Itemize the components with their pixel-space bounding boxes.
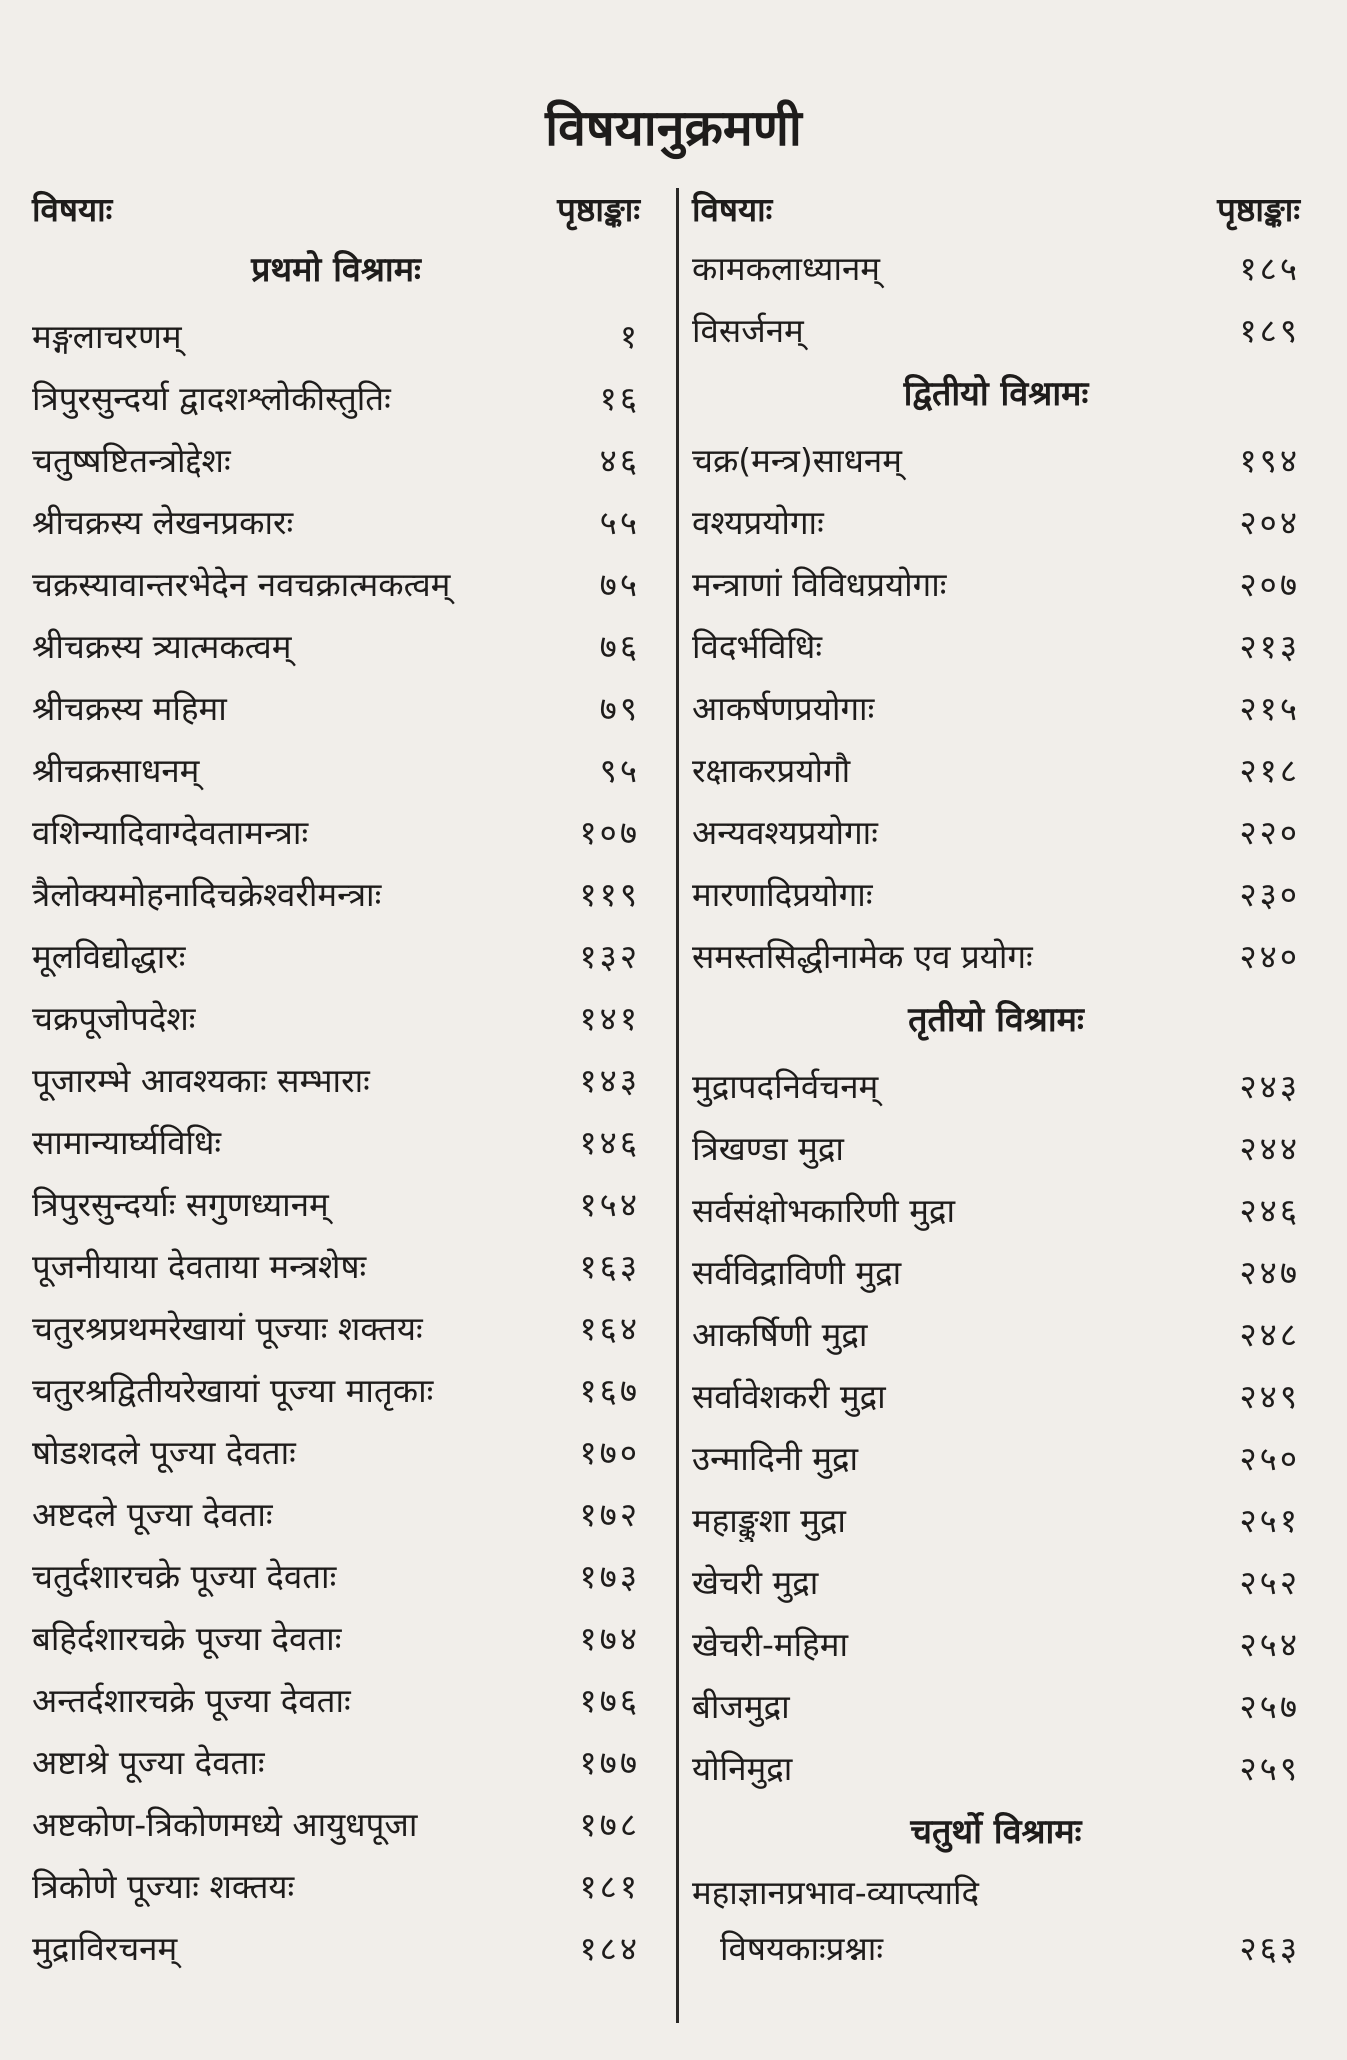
toc-entry	[32, 676, 640, 738]
entry-title: चक्रस्यावान्तरभेदेन नवचक्रात्मकत्वम्	[32, 564, 451, 604]
entry-title: त्रिपुरसुन्दर्या द्वादशश्लोकीस्तुतिः	[32, 378, 391, 418]
entry-title: चतुरश्रद्वितीयरेखायां पूज्या मातृकाः	[32, 1370, 434, 1410]
entry-page-number: २५४	[1239, 1624, 1300, 1664]
entry-page-number: ७९	[599, 688, 640, 728]
entry-title: चक्र(मन्त्र)साधनम्	[692, 440, 902, 480]
entry-page-number: १७०	[579, 1432, 640, 1472]
column-divider	[676, 188, 679, 2023]
entry-title: चतुर्दशारचक्रे पूज्या देवताः	[32, 1556, 337, 1596]
entry-page-number: २५७	[1239, 1686, 1300, 1726]
toc-entry	[32, 1172, 640, 1234]
toc-entry	[32, 428, 640, 490]
entry-title: अन्तर्दशारचक्रे पूज्या देवताः	[32, 1680, 351, 1720]
toc-entry	[692, 1550, 1300, 1612]
entry-title: मन्त्राणां विविधप्रयोगाः	[692, 564, 947, 604]
toc-entry	[692, 1426, 1300, 1488]
entry-title: रक्षाकरप्रयोगौ	[692, 750, 851, 790]
toc-entry	[692, 676, 1300, 738]
toc-entry	[32, 1792, 640, 1854]
entry-page-number: २१३	[1239, 626, 1300, 666]
entry-title: मारणादिप्रयोगाः	[692, 874, 873, 914]
entry-page-number: २६३	[1239, 1928, 1300, 1968]
section-heading-3: तृतीयो विश्रामः	[908, 1000, 1084, 1040]
toc-entry	[32, 924, 640, 986]
entry-page-number: २२०	[1239, 812, 1300, 852]
entry-page-number: १६	[599, 378, 640, 418]
entry-title: मूलविद्योद्धारः	[32, 936, 186, 976]
entry-title: योनिमुद्रा	[692, 1748, 793, 1788]
entry-page-number: १०७	[579, 812, 640, 852]
entry-page-number: २३०	[1239, 874, 1300, 914]
entry-title: वश्यप्रयोगाः	[692, 502, 824, 542]
entry-title: आकर्षणप्रयोगाः	[692, 688, 875, 728]
entry-page-number: २४७	[1239, 1252, 1300, 1292]
entry-page-number: २४४	[1239, 1128, 1300, 1168]
entry-page-number: २०७	[1239, 564, 1300, 604]
entry-page-number: २४३	[1239, 1066, 1300, 1106]
page-title: विषयानुक्रमणी	[545, 99, 802, 157]
entry-title: विसर्जनम्	[692, 310, 804, 350]
entry-page-number: २४९	[1239, 1376, 1300, 1416]
toc-entry	[692, 1116, 1300, 1178]
toc-entry	[692, 800, 1300, 862]
right-column	[692, 180, 1300, 1978]
toc-entry	[692, 552, 1300, 614]
entry-page-number: २५०	[1239, 1438, 1300, 1478]
entry-title: त्रिकोणे पूज्याः शक्तयः	[32, 1866, 295, 1906]
entry-page-number: १८१	[579, 1866, 640, 1906]
toc-entry	[32, 1730, 640, 1792]
entry-page-number: ७६	[599, 626, 640, 666]
entry-title: चक्रपूजोपदेशः	[32, 998, 196, 1038]
left-entry-list	[32, 304, 640, 1978]
entry-title: बीजमुद्रा	[692, 1686, 790, 1726]
subject-header: विषयाः	[32, 189, 113, 229]
entry-title: समस्तसिद्धीनामेक एव प्रयोगः	[692, 936, 1033, 976]
entry-page-number: २०४	[1239, 502, 1300, 542]
entry-page-number: १६४	[579, 1308, 640, 1348]
entry-page-number: १८४	[579, 1928, 640, 1968]
entry-title: सामान्यार्घ्यविधिः	[32, 1122, 222, 1162]
entry-title: सर्वावेशकरी मुद्रा	[692, 1376, 886, 1416]
entry-title: वशिन्यादिवाग्देवतामन्त्राः	[32, 812, 309, 852]
entry-title: कामकलाध्यानम्	[692, 248, 881, 288]
entry-page-number: ७५	[599, 564, 640, 604]
entry-page-number: २५९	[1239, 1748, 1300, 1788]
entry-title: आकर्षिणी मुद्रा	[692, 1314, 868, 1354]
toc-entry	[692, 614, 1300, 676]
entry-page-number: १८५	[1239, 248, 1300, 288]
toc-entry	[32, 304, 640, 366]
toc-entry	[32, 738, 640, 800]
section-2-entry-list	[692, 428, 1300, 986]
entry-title: श्रीचक्रसाधनम्	[32, 750, 200, 790]
toc-entry	[32, 986, 640, 1048]
entry-page-number: १४६	[579, 1122, 640, 1162]
entry-page-number: ४६	[599, 440, 640, 480]
toc-entry	[692, 1612, 1300, 1674]
toc-entry	[692, 1674, 1300, 1736]
toc-entry	[32, 1110, 640, 1172]
left-column-header	[32, 180, 640, 236]
right-top-entry-list	[692, 236, 1300, 360]
entry-page-number: १७६	[579, 1680, 640, 1720]
toc-entry	[692, 1054, 1300, 1116]
toc-entry	[32, 1358, 640, 1420]
entry-title: त्रिखण्डा मुद्रा	[692, 1128, 844, 1168]
toc-entry	[32, 1296, 640, 1358]
entry-page-number: १९४	[1239, 440, 1300, 480]
toc-entry	[692, 1736, 1300, 1798]
toc-entry	[692, 1240, 1300, 1302]
entry-page-number: १६३	[579, 1246, 640, 1286]
right-column-header	[692, 180, 1300, 236]
entry-title: विषयकाःप्रश्नाः	[720, 1928, 883, 1968]
entry-title: खेचरी-महिमा	[692, 1624, 848, 1664]
entry-title: त्रैलोक्यमोहनादिचक्रेश्वरीमन्त्राः	[32, 874, 382, 914]
section-3-entry-list	[692, 1054, 1300, 1798]
toc-entry	[32, 366, 640, 428]
section-heading-4: चतुर्थो विश्रामः	[910, 1812, 1082, 1852]
toc-entry	[32, 800, 640, 862]
entry-page-number: २१५	[1239, 688, 1300, 728]
entry-title: अष्टाश्रे पूज्या देवताः	[32, 1742, 265, 1782]
toc-entry	[692, 738, 1300, 800]
entry-title: मुद्रापदनिर्वचनम्	[692, 1066, 879, 1106]
toc-entry	[692, 1302, 1300, 1364]
toc-entry	[32, 1854, 640, 1916]
section-heading-1: प्रथमो विश्रामः	[251, 250, 421, 290]
subject-header: विषयाः	[692, 189, 773, 229]
entry-page-number: १३२	[579, 936, 640, 976]
entry-title: श्रीचक्रस्य त्र्यात्मकत्वम्	[32, 626, 292, 666]
entry-title: षोडशदले पूज्या देवताः	[32, 1432, 296, 1472]
entry-page-number: १७३	[579, 1556, 640, 1596]
entry-page-number: २४८	[1239, 1314, 1300, 1354]
toc-entry	[692, 862, 1300, 924]
entry-page-number: १६७	[579, 1370, 640, 1410]
entry-title: अन्यवश्यप्रयोगाः	[692, 812, 878, 852]
toc-entry	[32, 1048, 640, 1110]
entry-page-number: ५५	[599, 502, 640, 542]
toc-entry	[692, 298, 1300, 360]
entry-title: चतुष्षष्टितन्त्रोद्देशः	[32, 440, 231, 480]
toc-entry	[692, 924, 1300, 986]
toc-entry	[692, 1916, 1300, 1978]
toc-entry	[32, 1668, 640, 1730]
entry-title: उन्मादिनी मुद्रा	[692, 1438, 859, 1478]
left-column	[32, 180, 640, 1978]
entry-title: त्रिपुरसुन्दर्याः सगुणध्यानम्	[32, 1184, 329, 1224]
entry-page-number: २५१	[1239, 1500, 1300, 1540]
entry-page-number: ९५	[599, 750, 640, 790]
toc-entry	[692, 1178, 1300, 1240]
entry-title: महाङ्कुशा मुद्रा	[692, 1500, 846, 1540]
toc-entry	[32, 1234, 640, 1296]
entry-title: अष्टदले पूज्या देवताः	[32, 1494, 273, 1534]
entry-page-number: २४०	[1239, 936, 1300, 976]
toc-entry	[692, 1364, 1300, 1426]
toc-entry	[692, 1488, 1300, 1550]
section-heading-2: द्वितीयो विश्रामः	[903, 374, 1089, 414]
page-header: पृष्ठाङ्काः	[557, 189, 640, 229]
entry-title: विदर्भविधिः	[692, 626, 823, 666]
entry-page-number: १७८	[579, 1804, 640, 1844]
entry-title: मङ्गलाचरणम्	[32, 316, 182, 356]
entry-title: सर्वसंक्षोभकारिणी मुद्रा	[692, 1190, 956, 1230]
toc-entry	[32, 1916, 640, 1978]
toc-entry	[692, 428, 1300, 490]
entry-title: पूजनीयाया देवताया मन्त्रशेषः	[32, 1246, 367, 1286]
entry-page-number: २१८	[1239, 750, 1300, 790]
entry-page-number: २५२	[1239, 1562, 1300, 1602]
page-header: पृष्ठाङ्काः	[1217, 189, 1300, 229]
entry-page-number: १	[619, 316, 640, 356]
entry-title: अष्टकोण-त्रिकोणमध्ये आयुधपूजा	[32, 1804, 418, 1844]
entry-title: सर्वविद्राविणी मुद्रा	[692, 1252, 902, 1292]
toc-entry	[692, 1866, 1300, 1916]
toc-entry	[32, 490, 640, 552]
entry-title: चतुरश्रप्रथमरेखायां पूज्याः शक्तयः	[32, 1308, 423, 1348]
entry-page-number: १८९	[1239, 310, 1300, 350]
toc-entry	[32, 1420, 640, 1482]
entry-title: पूजारम्भे आवश्यकाः सम्भाराः	[32, 1060, 370, 1100]
toc-entry	[32, 1482, 640, 1544]
entry-page-number: १७७	[579, 1742, 640, 1782]
entry-page-number: १४३	[579, 1060, 640, 1100]
entry-title: श्रीचक्रस्य लेखनप्रकारः	[32, 502, 294, 542]
entry-page-number: २४६	[1239, 1190, 1300, 1230]
entry-title: महाज्ञानप्रभाव-व्याप्त्यादि	[692, 1872, 980, 1912]
toc-entry	[692, 236, 1300, 298]
toc-entry	[32, 862, 640, 924]
toc-entry	[32, 1606, 640, 1668]
entry-title: मुद्राविरचनम्	[32, 1928, 178, 1968]
entry-page-number: १५४	[579, 1184, 640, 1224]
entry-page-number: १७२	[579, 1494, 640, 1534]
toc-entry	[32, 1544, 640, 1606]
entry-title: श्रीचक्रस्य महिमा	[32, 688, 227, 728]
entry-page-number: १७४	[579, 1618, 640, 1658]
toc-entry	[32, 552, 640, 614]
entry-page-number: १४१	[579, 998, 640, 1038]
entry-title: खेचरी मुद्रा	[692, 1562, 819, 1602]
entry-page-number: ११९	[579, 874, 640, 914]
toc-entry	[32, 614, 640, 676]
toc-entry	[692, 490, 1300, 552]
entry-title: बहिर्दशारचक्रे पूज्या देवताः	[32, 1618, 342, 1658]
